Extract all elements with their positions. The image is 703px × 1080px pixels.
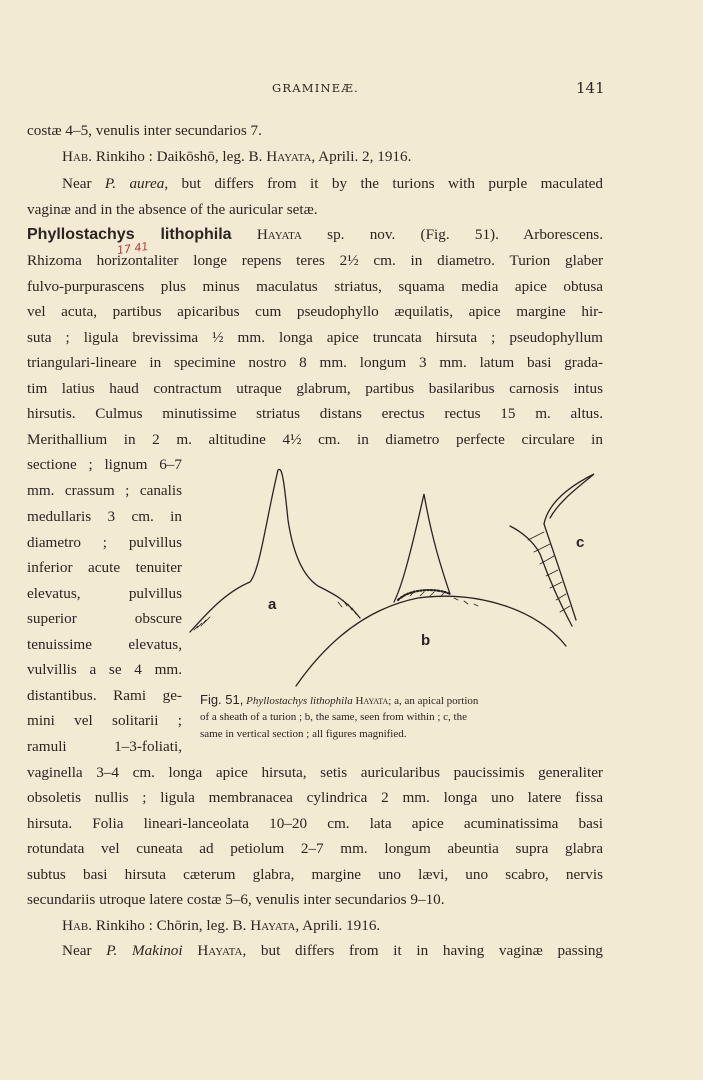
text-line: fulvo-purpurascens plus minus maculatus striatus, squama media apice obtusa — [27, 278, 603, 295]
habitat-line-2 — [62, 916, 603, 936]
running-head — [0, 79, 703, 101]
figure-label-b: b — [421, 632, 431, 649]
remark-start: Near — [62, 175, 105, 192]
species-ref: P. Makinoi — [106, 942, 183, 959]
text-line: vel acuta, partibus apicaribus cum pseudophyllo æquilatis, apice margine hir- — [27, 303, 603, 320]
hab-date: , Aprili. 1916. — [295, 917, 381, 934]
hab-label: Hab. — [62, 148, 93, 165]
figure-caption-line-1 — [200, 692, 592, 709]
text-line: rotundata vel cuneata ad petiolum 2–7 mm. longum abeuntia supra glabra — [27, 840, 603, 857]
author-name: Hayata — [256, 226, 302, 243]
text-line: triangulari-lineare in specimine nostro 8 mm. longum 3 mm. latum basi grada- — [27, 354, 603, 371]
text-line: vaginella 3–4 cm. longa apice hirsuta, setis auricularibus paucissimis generaliter — [27, 764, 603, 781]
running-head-title: GRAMINEÆ. — [272, 81, 359, 95]
hab-label: Hab. — [62, 917, 93, 934]
figure-number: Fig. 51, — [200, 692, 244, 707]
remark-rest: , but differs from it by the turions with purple maculated — [164, 175, 603, 192]
figure-caption-line-3: same in vertical section ; all figures magnified. — [200, 728, 407, 740]
habitat-line-1 — [62, 147, 603, 167]
hab-text: Rinkiho : Chōrin, leg. B. — [95, 917, 247, 934]
hab-date: , Aprili. 2, 1916. — [311, 148, 412, 165]
narrow-line: ramuli 1–3-foliati, — [27, 738, 182, 755]
text-line: suta ; ligula brevissima ½ mm. longa apice truncata hirsuta ; pseudophyllum — [27, 329, 603, 346]
remark-line — [62, 174, 603, 194]
author-name: Hayata — [250, 917, 296, 934]
figure-illustration — [188, 460, 608, 690]
remark-line — [62, 941, 603, 961]
author-name: Hayata — [197, 942, 243, 959]
text-line: obsoletis nullis ; ligula membranacea cylindrica 2 mm. longa uno latere fissa — [27, 789, 603, 806]
author-name: Hayata — [355, 695, 389, 707]
text-line: subtus basi hirsuta cæterum glabra, margine uno lævi, uno scabro, nervis — [27, 866, 603, 883]
text-line: costæ 4–5, venulis inter secundarios 7. — [27, 122, 262, 139]
text-line: secundariis utroque latere costæ 5–6, venulis inter secundarios 9–10. — [27, 891, 445, 908]
narrow-line: inferior acute tenuiter — [27, 559, 182, 576]
narrow-line: elevatus, pulvillus — [27, 585, 182, 602]
species-heading-line — [27, 225, 603, 245]
hab-text: Rinkiho : Daikōshō, leg. B. — [95, 148, 263, 165]
text-line: Merithallium in 2 m. altitudine 4½ cm. in diametro perfecte circulare in — [27, 431, 603, 448]
narrow-line: tenuissime elevatus, — [27, 636, 182, 653]
caption-text: ; a, an apical portion — [388, 695, 479, 707]
text-line: tim latius haud contractum utraque glabrum, partibus basilaribus carnosis intus — [27, 380, 603, 397]
figure-label-c: c — [576, 534, 585, 551]
narrow-line: mini vel solitarii ; — [27, 712, 182, 729]
text-line: vaginæ and in the absence of the auricular setæ. — [27, 201, 318, 218]
species-ref: P. aurea — [104, 175, 165, 192]
narrow-line: medullaris 3 cm. in — [27, 508, 182, 525]
author-name: Hayata — [266, 148, 312, 165]
caption-species: Phyllostachys lithophila — [246, 695, 353, 707]
narrow-line: distantibus. Rami ge- — [27, 687, 182, 704]
narrow-line: sectione ; lignum 6–7 — [27, 456, 182, 473]
species-status: sp. nov. (Fig. 51). Arborescens. — [301, 226, 603, 243]
handwritten-annotation: 17 41 — [116, 239, 150, 258]
text-line: Rhizoma horizontaliter longe repens teres 2½ cm. in diametro. Turion glaber — [27, 252, 603, 269]
species-name: Phyllostachys lithophila — [27, 226, 232, 243]
text-line: hirsuta. Folia lineari-lanceolata 10–20 cm. lata apice acuminatissima basi — [27, 815, 603, 832]
text-line: hirsutis. Culmus minutissime striatus distans erectus rectus 15 m. altus. — [27, 405, 603, 422]
figure-caption-line-2: of a sheath of a turion ; b, the same, seen from within ; c, the — [200, 711, 467, 723]
remark-rest: , but differs from it in having vaginæ passing — [242, 942, 604, 959]
page-number: 141 — [576, 79, 605, 97]
narrow-line: diametro ; pulvillus — [27, 534, 182, 551]
narrow-line: vulvillis a se 4 mm. — [27, 661, 182, 678]
figure-label-a: a — [268, 596, 277, 613]
narrow-line: mm. crassum ; canalis — [27, 482, 182, 499]
figure-51 — [188, 460, 608, 690]
remark-start: Near — [62, 942, 107, 959]
narrow-line: superior obscure — [27, 610, 182, 627]
